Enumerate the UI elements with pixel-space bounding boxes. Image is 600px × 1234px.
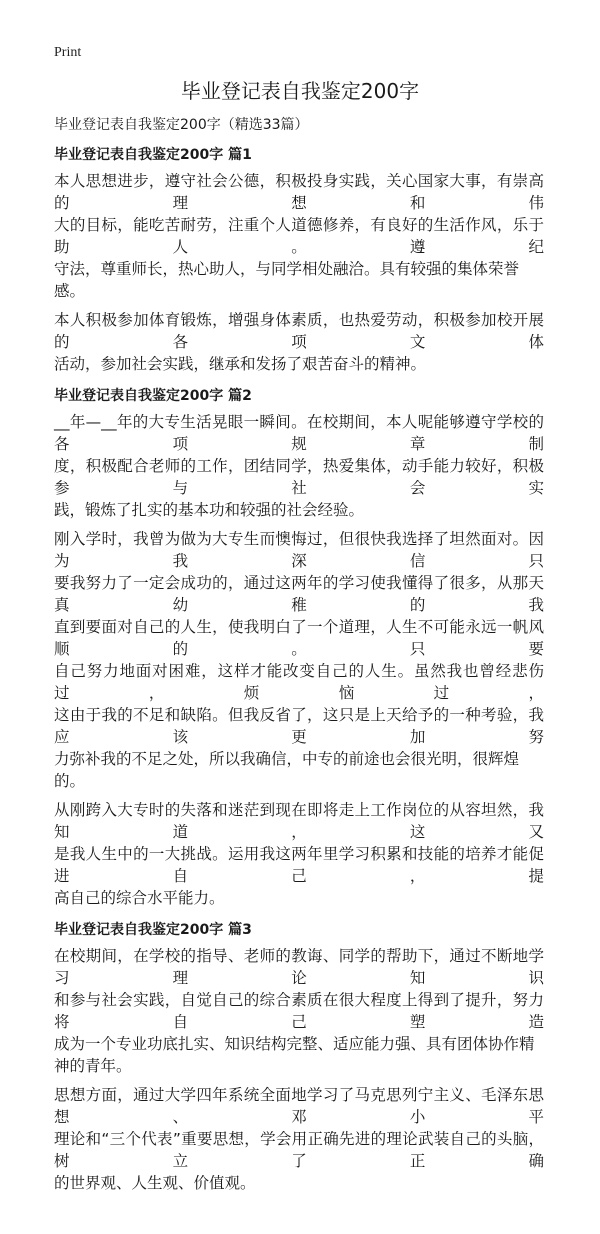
text-line: 大的目标，能吃苦耐劳，注重个人道德修养，有良好的生活作风，乐于助人。遵纪: [54, 216, 544, 256]
paragraph: [54, 799, 544, 909]
text-line: 是我人生中的一大挑战。运用我这两年里学习积累和技能的培养才能促进自己，提: [54, 845, 544, 885]
paragraph: [54, 528, 544, 792]
section-heading-2: 毕业登记表自我鉴定200字 篇2: [54, 388, 252, 404]
text-line: 本人积极参加体育锻炼，增强身体素质，也热爱劳动，积极参加校开展的各项文体: [54, 311, 544, 351]
subtitle: 毕业登记表自我鉴定200字（精选33篇）: [54, 117, 309, 133]
section-heading-1: 毕业登记表自我鉴定200字 篇1: [54, 147, 252, 163]
text-line: 从刚跨入大专时的失落和迷茫到现在即将走上工作岗位的从容坦然，我知道，这又: [54, 801, 544, 841]
paragraph: [54, 170, 544, 302]
text-line: 成为一个专业功底扎实、知识结构完整、适应能力强、具有团体协作精神的青年。: [54, 1035, 535, 1075]
text-line: 践，锻炼了扎实的基本功和较强的社会经验。: [54, 501, 365, 519]
text-line: 理论和“三个代表”重要思想，学会用正确先进的理论武装自己的头脑，树立了正确: [54, 1130, 544, 1170]
page-title: 毕业登记表自我鉴定200字: [180, 79, 420, 103]
text-line: __年—__年的大专生活晃眼一瞬间。在校期间，本人呢能够遵守学校的各项规章制: [54, 413, 544, 453]
text-line: 活动，参加社会实践，继承和发扬了艰苦奋斗的精神。: [54, 355, 427, 373]
paragraph: [54, 411, 544, 521]
text-line: 的世界观、人生观、价值观。: [54, 1174, 256, 1192]
text-line: 本人思想进步，遵守社会公德，积极投身实践，关心国家大事，有崇高的理想和伟: [54, 172, 544, 212]
text-line: 高自己的综合水平能力。: [54, 889, 225, 907]
text-line: 刚入学时，我曾为做为大专生而懊悔过，但很快我选择了坦然面对。因为我深信只: [54, 530, 544, 570]
text-line: 要我努力了一定会成功的，通过这两年的学习使我懂得了很多，从那天真幼稚的我: [54, 574, 544, 614]
text-line: 这由于我的不足和缺陷。但我反省了，这只是上天给予的一种考验，我应该更加努: [54, 706, 544, 746]
text-line: 和参与社会实践，自觉自己的综合素质在很大程度上得到了提升，努力将自己塑造: [54, 991, 544, 1031]
text-line: 在校期间，在学校的指导、老师的教诲、同学的帮助下，通过不断地学习理论知识: [54, 947, 544, 987]
paragraph: [54, 945, 544, 1077]
paragraph: [54, 309, 544, 375]
text-line: 自己努力地面对困难，这样才能改变自己的人生。虽然我也曾经悲伤过，烦恼过，: [54, 662, 544, 702]
text-line: 直到要面对自己的人生，使我明白了一个道理，人生不可能永远一帆风顺的。只要: [54, 618, 544, 658]
text-line: 思想方面，通过大学四年系统全面地学习了马克思列宁主义、毛泽东思想、邓小平: [54, 1086, 544, 1126]
section-heading-3: 毕业登记表自我鉴定200字 篇3: [54, 922, 252, 938]
paragraph: [54, 1084, 544, 1194]
print-link[interactable]: Print: [54, 45, 82, 60]
text-line: 度，积极配合老师的工作，团结同学，热爱集体，动手能力较好，积极参与社会实: [54, 457, 544, 497]
text-line: 守法，尊重师长，热心助人，与同学相处融洽。具有较强的集体荣誉感。: [54, 260, 520, 300]
text-line: 力弥补我的不足之处，所以我确信，中专的前途也会很光明，很辉煌的。: [54, 750, 520, 790]
